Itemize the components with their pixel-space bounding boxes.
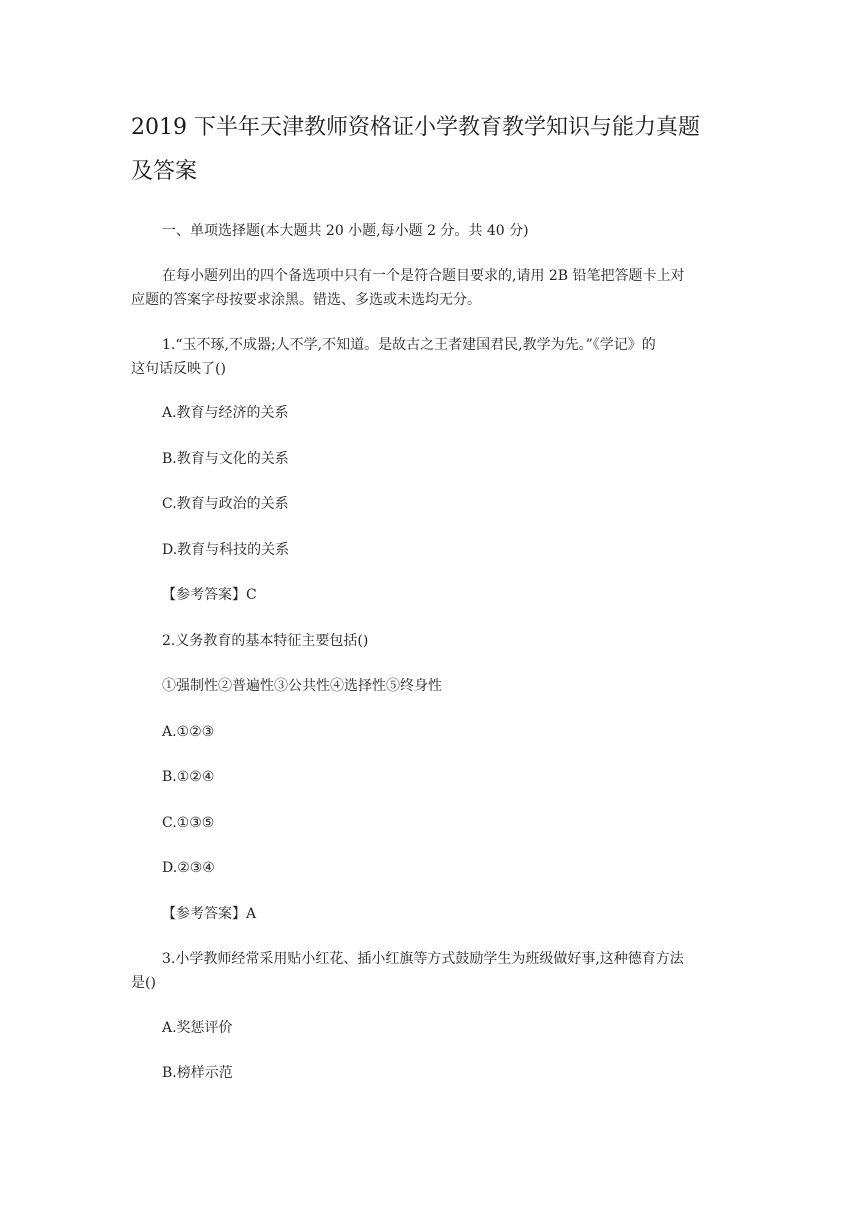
instructions-line-2: 应题的答案字母按要求涂黑。错选、多选或未选均无分。 (131, 292, 481, 308)
question-1-stem-line-2: 这句话反映了() (131, 361, 226, 377)
question-2-option-b: B.①②④ (162, 769, 215, 785)
question-1-option-d: D.教育与科技的关系 (162, 542, 290, 558)
question-3-stem-line-1: 3.小学教师经常采用贴小红花、插小红旗等方式鼓励学生为班级做好事,这种德育方法 (162, 951, 684, 967)
question-3-option-b: B.榜样示范 (162, 1065, 233, 1081)
question-1-option-b: B.教育与文化的关系 (162, 451, 289, 467)
question-3-option-a: A.奖惩评价 (162, 1020, 233, 1036)
document-title-line-2: 及答案 (131, 159, 198, 184)
question-2-option-d: D.②③④ (162, 860, 215, 876)
instructions-line-1: 在每小题列出的四个备选项中只有一个是符合题目要求的,请用 2B 铅笔把答题卡上对 (162, 268, 685, 284)
question-2-option-c: C.①③⑤ (162, 815, 215, 831)
document-title-line-1: 2019 下半年天津教师资格证小学教育教学知识与能力真题 (131, 115, 700, 140)
question-3-stem-line-2: 是() (131, 975, 156, 991)
question-1-option-a: A.教育与经济的关系 (162, 405, 289, 421)
question-2-answer: 【参考答案】A (162, 906, 257, 922)
question-2-items: ①强制性②普遍性③公共性④选择性⑤终身性 (162, 678, 442, 694)
question-2-stem: 2.义务教育的基本特征主要包括() (162, 633, 369, 649)
question-1-answer: 【参考答案】C (162, 587, 257, 603)
question-2-option-a: A.①②③ (162, 724, 215, 740)
section-heading: 一、单项选择题(本大题共 20 小题,每小题 2 分。共 40 分) (162, 223, 529, 239)
question-1-option-c: C.教育与政治的关系 (162, 496, 289, 512)
question-1-stem-line-1: 1.“玉不琢,不成器;人不学,不知道。是故古之王者建国君民,教学为先。”《学记》的 (162, 337, 656, 353)
